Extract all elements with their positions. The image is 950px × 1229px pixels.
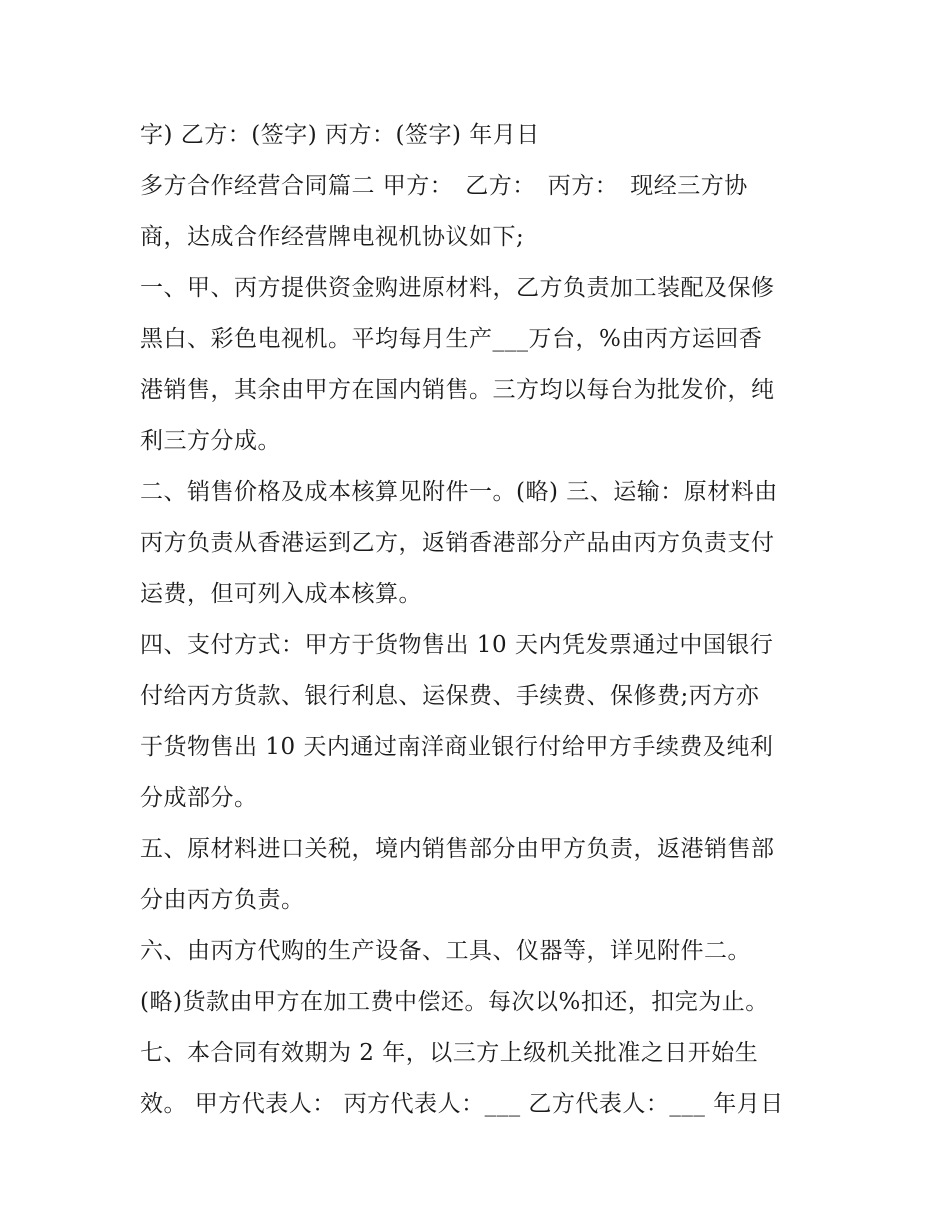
text-line: 效。 甲方代表人： 丙方代表人：___ 乙方代表人：___ 年月日 <box>140 1091 784 1117</box>
text-line: 多方合作经营合同篇二 甲方： 乙方： 丙方： 现经三方协 <box>140 173 748 199</box>
text-line: 二、销售价格及成本核算见附件一。(略) 三、运输：原材料由 <box>140 479 778 505</box>
text-line: 四、支付方式：甲方于货物售出 10 天内凭发票通过中国银行 <box>140 632 774 658</box>
text-line: 字) 乙方：(签字) 丙方：(签字) 年月日 <box>140 122 540 148</box>
text-line: 港销售，其余由甲方在国内销售。三方均以每台为批发价，纯 <box>140 377 775 403</box>
text-line: 利三方分成。 <box>140 428 281 454</box>
text-line: 分由丙方负责。 <box>140 887 305 913</box>
text-line: 于货物售出 10 天内通过南洋商业银行付给甲方手续费及纯利 <box>140 734 774 760</box>
text-line: 运费，但可列入成本核算。 <box>140 581 422 607</box>
text-line: 七、本合同有效期为 2 年，以三方上级机关批准之日开始生 <box>140 1040 759 1066</box>
text-line: 付给丙方货款、银行利息、运保费、手续费、保修费;丙方亦 <box>140 683 760 709</box>
text-line: 商，达成合作经营牌电视机协议如下; <box>140 224 525 250</box>
text-line: (略)货款由甲方在加工费中偿还。每次以%扣还，扣完为止。 <box>140 989 769 1015</box>
contract-body-text <box>140 110 820 1130</box>
text-line: 五、原材料进口关税，境内销售部分由甲方负责，返港销售部 <box>140 836 775 862</box>
text-line: 一、甲、丙方提供资金购进原材料，乙方负责加工装配及保修 <box>140 275 775 301</box>
text-line: 黑白、彩色电视机。平均每月生产___万台，%由丙方运回香 <box>140 326 763 352</box>
text-line: 六、由丙方代购的生产设备、工具、仪器等，详见附件二。 <box>140 938 751 964</box>
text-line: 丙方负责从香港运到乙方，返销香港部分产品由丙方负责支付 <box>140 530 775 556</box>
text-line: 分成部分。 <box>140 785 258 811</box>
